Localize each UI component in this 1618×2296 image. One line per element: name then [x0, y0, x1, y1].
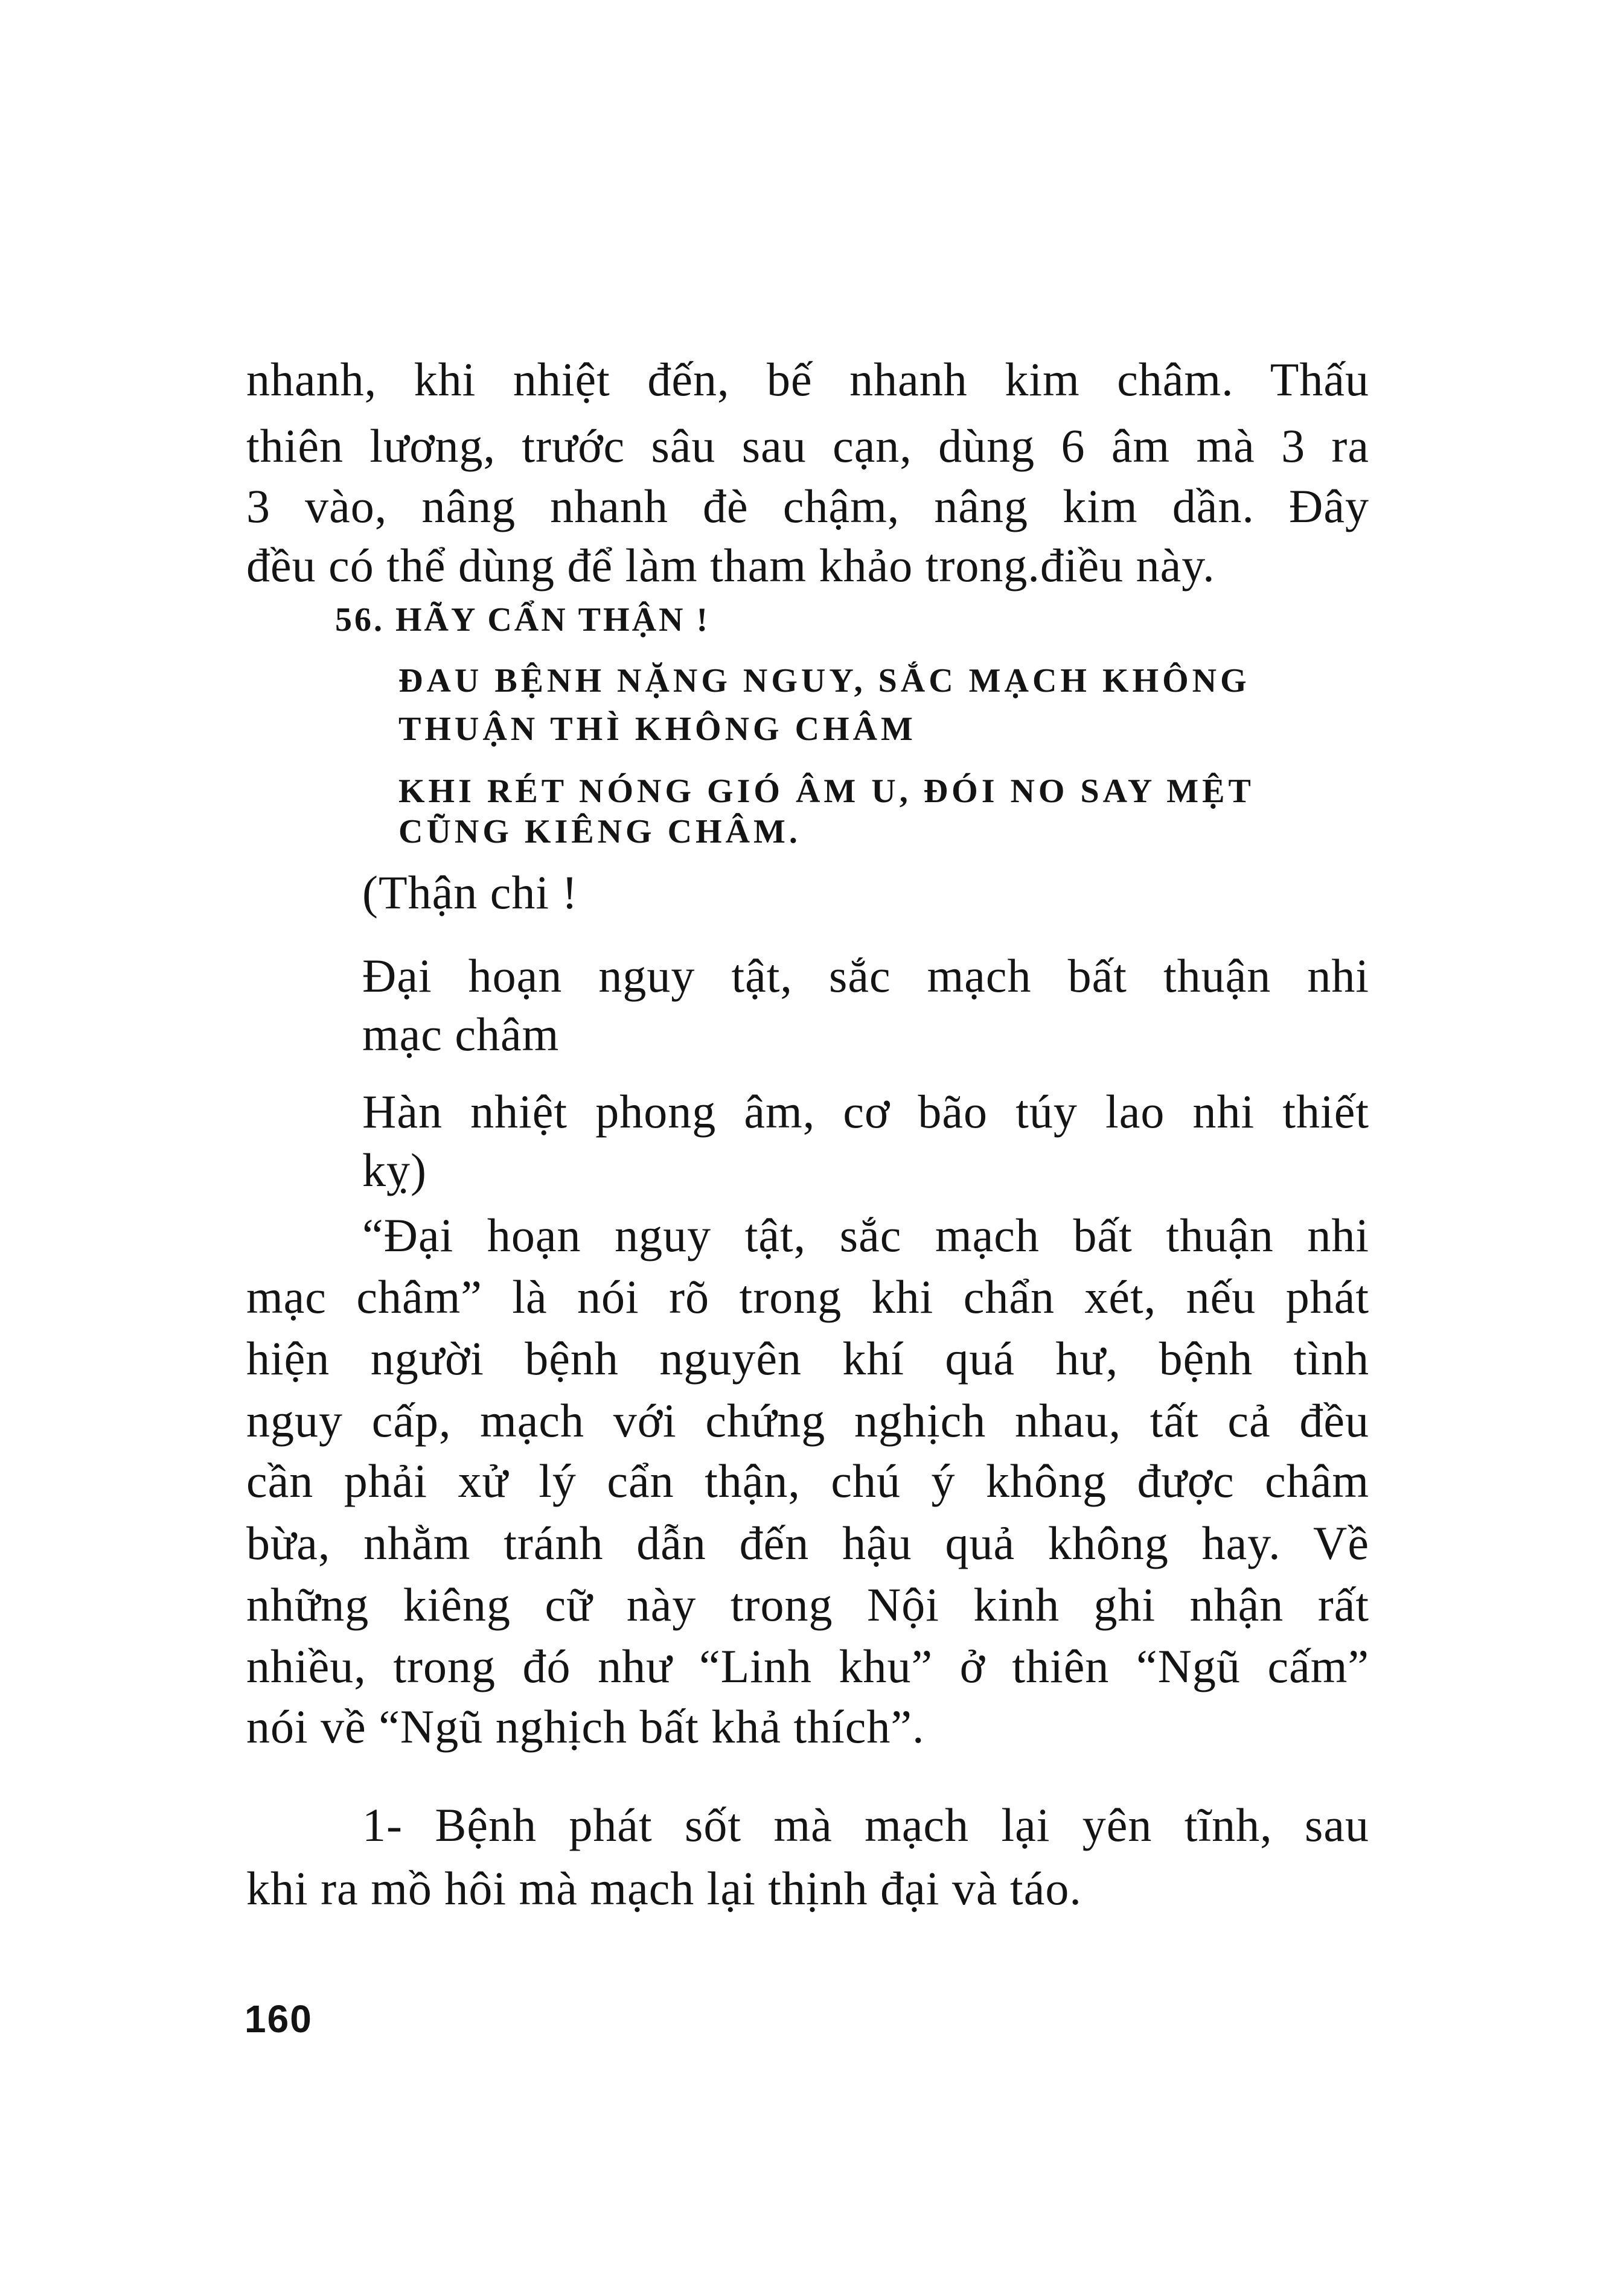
main-line-7: những kiêng cữ này trong Nội kinh ghi nhận rất: [246, 1578, 1369, 1631]
caps-verse-line-1: ĐAU BỆNH NẶNG NGUY, SẮC MẠCH KHÔNG: [398, 662, 1250, 700]
intro-line-3: 3 vào, nâng nhanh đè chậm, nâng kim dần. Đây: [246, 480, 1369, 532]
transliteration-line-2: Đại hoạn nguy tật, sắc mạch bất thuận nhi: [362, 949, 1369, 1002]
transliteration-line-5: kỵ): [362, 1144, 427, 1196]
main-line-3: hiện người bệnh nguyên khí quá hư, bệnh tình: [246, 1332, 1369, 1385]
main-line-4: nguy cấp, mạch với chứng nghịch nhau, tất cả đều: [246, 1394, 1369, 1447]
main-line-9: nói về “Ngũ nghịch bất khả thích”.: [246, 1700, 925, 1753]
caps-verse-line-2: THUẬN THÌ KHÔNG CHÂM: [398, 710, 916, 748]
transliteration-line-3: mạc châm: [362, 1008, 560, 1060]
main-line-1: “Đại hoạn nguy tật, sắc mạch bất thuận nhi: [362, 1209, 1369, 1261]
intro-line-1: nhanh, khi nhiệt đến, bế nhanh kim châm. Thấu: [246, 353, 1369, 406]
main-line-5: cần phải xử lý cẩn thận, chú ý không được châm: [246, 1455, 1369, 1507]
main-line-8: nhiều, trong đó như “Linh khu” ở thiên “Ngũ cấm”: [246, 1640, 1369, 1692]
page-number: 160: [245, 1997, 313, 2041]
list-line-1: 1- Bệnh phát sốt mà mạch lại yên tĩnh, sau: [362, 1799, 1369, 1851]
main-line-6: bừa, nhằm tránh dẫn đến hậu quả không hay. Về: [246, 1517, 1369, 1569]
caps-verse-line-3: KHI RÉT NÓNG GIÓ ÂM U, ĐÓI NO SAY MỆT: [398, 773, 1255, 810]
main-line-2: mạc châm” là nói rõ trong khi chẩn xét, nếu phát: [246, 1271, 1369, 1323]
intro-line-2: thiên lương, trước sâu sau cạn, dùng 6 âm mà 3 ra: [246, 419, 1369, 472]
section-heading: 56. HÃY CẨN THẬN !: [335, 601, 711, 639]
transliteration-line-1: (Thận chi !: [362, 866, 578, 919]
transliteration-line-4: Hàn nhiệt phong âm, cơ bão túy lao nhi thiết: [362, 1085, 1369, 1138]
caps-verse-line-4: CŨNG KIÊNG CHÂM.: [398, 813, 801, 850]
intro-line-4: đều có thể dùng để làm tham khảo trong.điều này.: [246, 539, 1215, 592]
list-line-2: khi ra mồ hôi mà mạch lại thịnh đại và táo.: [246, 1862, 1082, 1915]
